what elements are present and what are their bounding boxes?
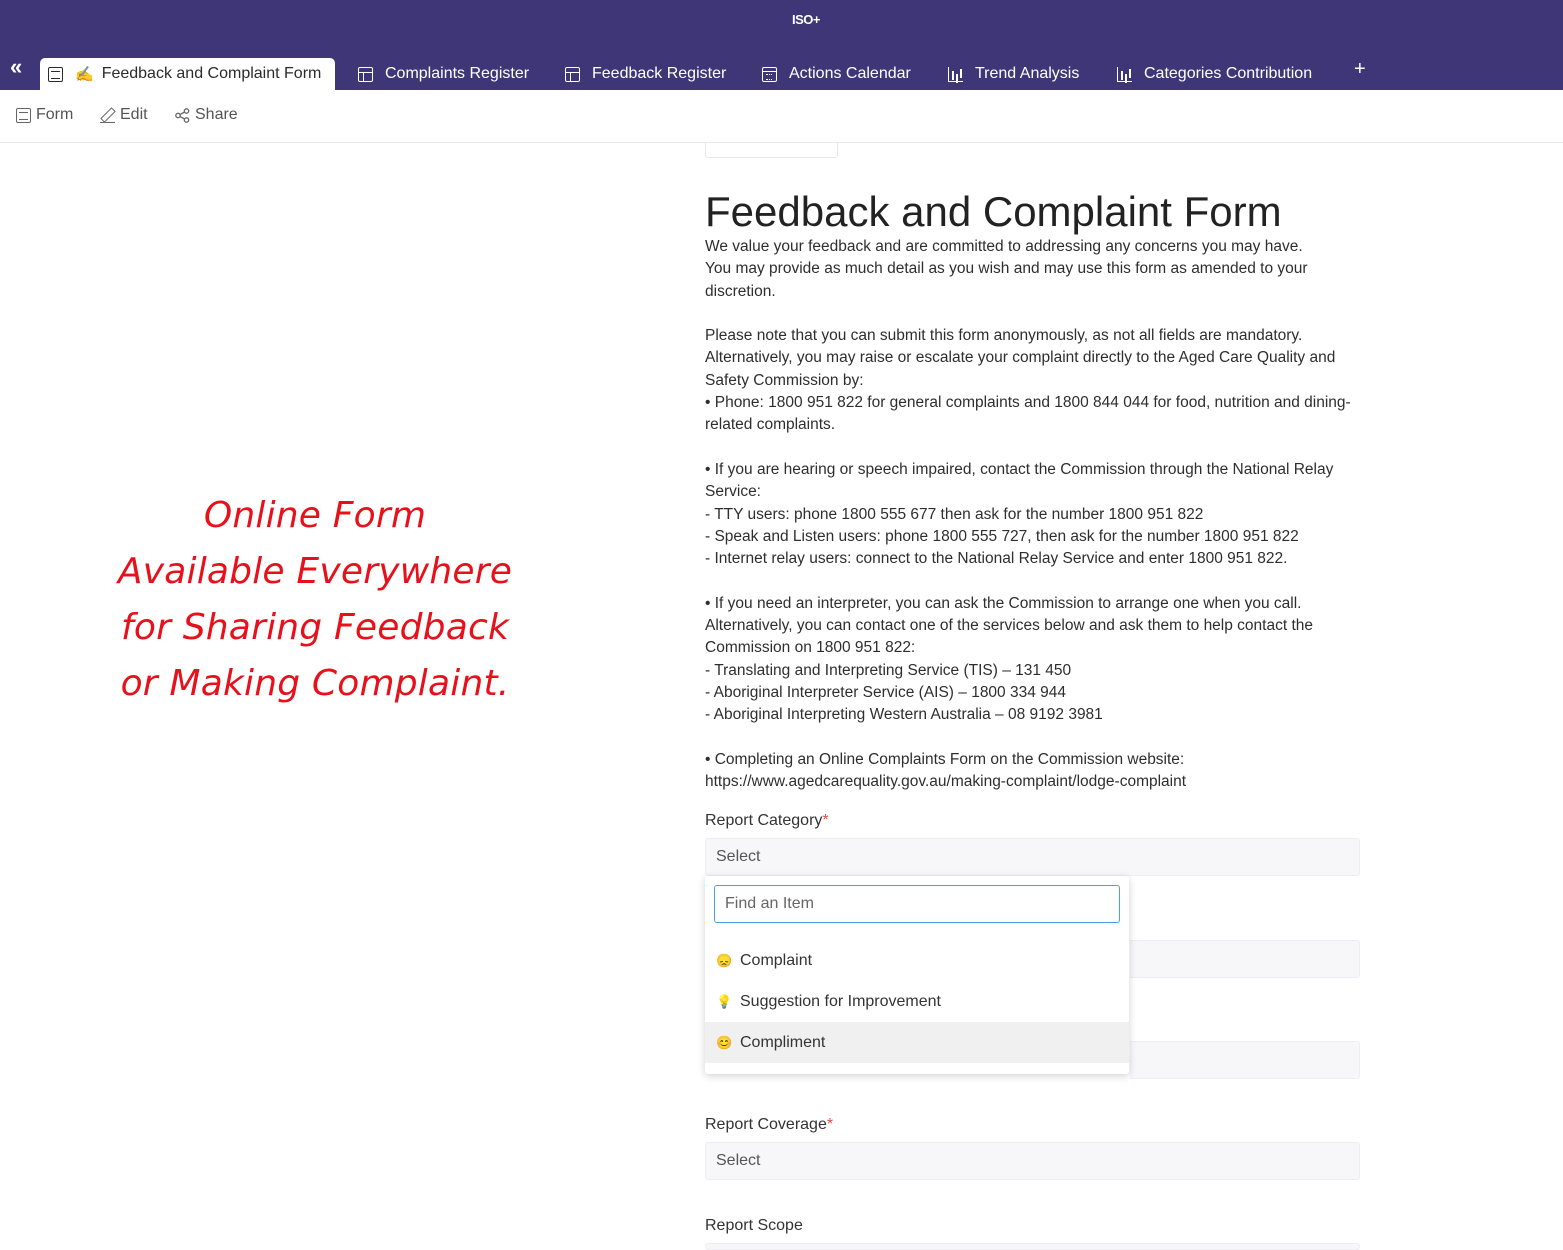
annotation-line: Available Everywhere [117, 551, 513, 592]
commission-link[interactable]: https://www.agedcarequality.gov.au/making-complaint/lodge-complaint [705, 773, 1187, 791]
app-logo[interactable]: ISO+ [792, 12, 820, 27]
report-coverage-label: Report Coverage* [705, 1116, 834, 1133]
description-line: - Internet relay users: connect to the National Relay Service and enter 1800 951 822. [705, 550, 1288, 568]
light-bulb-icon: 💡 [716, 993, 733, 1009]
tab-label: Actions Calendar [789, 65, 911, 82]
description-line: • If you are hearing or speech impaired, contact the Commission through the National Relay Service: [705, 460, 1334, 501]
sad-face-icon: 😞 [716, 952, 733, 968]
report-category-select[interactable]: Select [705, 838, 1360, 876]
report-coverage-select[interactable]: Select [705, 1142, 1360, 1180]
tab-trend-analysis[interactable] [948, 58, 1079, 90]
description-line: Alternatively, you can contact one of the services below and ask them to help contact the Commission on 1800 951 822: [705, 617, 1314, 657]
report-category-dropdown [705, 876, 1129, 1074]
annotation-line: for Sharing Feedback [121, 607, 509, 648]
tab-label: Categories Contribution [1144, 65, 1313, 82]
hidden-field-input[interactable] [1130, 940, 1360, 978]
writing-hand-icon: ✍️ [75, 66, 94, 83]
tab-feedback-register[interactable] [565, 58, 726, 90]
top-bar [0, 0, 1563, 48]
view-toolbar [0, 90, 1563, 143]
annotation-line: Online Form [203, 495, 427, 536]
bar-chart-icon [948, 67, 963, 82]
report-category-label: Report Category* [705, 812, 829, 829]
description-line: You may provide as much detail as you wish and may use this form as amended to your discretion. [705, 260, 1308, 300]
description-line: - Speak and Listen users: phone 1800 555 727, then ask for the number 1800 951 822 [705, 527, 1299, 545]
bar-chart-icon [1117, 67, 1132, 82]
report-scope-label: Report Scope [705, 1217, 803, 1234]
form-view-label: Form [36, 106, 74, 123]
option-complaint[interactable] [705, 940, 1129, 981]
option-label: Compliment [740, 1033, 826, 1051]
tab-label: Trend Analysis [975, 65, 1080, 82]
tab-feedback-complaint-form[interactable] [40, 58, 335, 90]
description-line: - Aboriginal Interpreting Western Australia – 08 9192 3981 [705, 706, 1103, 724]
option-suggestion[interactable] [705, 981, 1129, 1022]
edit-label: Edit [120, 106, 148, 123]
description-line: Please note that you can submit this form anonymously, as not all fields are mandatory. [705, 327, 1303, 345]
description-line: • Phone: 1800 951 822 for general complaints and 1800 844 044 for food, nutrition and dining-related complaints. [705, 394, 1351, 434]
description-line: • If you need an interpreter, you can ask the Commission to arrange one when you call. [705, 594, 1302, 612]
tab-label: Complaints Register [385, 65, 530, 82]
hidden-field-input[interactable] [1130, 1041, 1360, 1079]
smile-face-icon: 😊 [716, 1034, 733, 1050]
option-label: Complaint [740, 951, 813, 969]
annotation-line: or Making Complaint. [120, 663, 510, 704]
table-icon [565, 67, 580, 82]
description-line: - TTY users: phone 1800 555 677 then ask for the number 1800 951 822 [705, 505, 1204, 523]
form-view-button[interactable] [16, 106, 73, 124]
promo-annotation [90, 488, 540, 712]
tab-complaints-register[interactable] [358, 58, 529, 90]
tab-actions-calendar[interactable] [762, 58, 911, 90]
description-line: Alternatively, you may raise or escalate your complaint directly to the Aged Care Quality and Safety Commission by: [705, 349, 1336, 389]
tab-label: Feedback and Complaint Form [101, 65, 322, 82]
collapse-sidebar-icon[interactable]: « [10, 54, 23, 79]
share-label: Share [195, 106, 238, 123]
report-scope-input[interactable] [705, 1243, 1360, 1250]
dropdown-search-input[interactable]: Find an Item [714, 885, 1120, 923]
description-line: • Completing an Online Complaints Form on the Commission website: [705, 750, 1185, 768]
tab-bar [0, 48, 1563, 90]
description-line: We value your feedback and are committed to addressing any concerns you may have. [705, 238, 1303, 255]
option-compliment[interactable] [705, 1022, 1129, 1063]
calendar-icon [762, 67, 777, 82]
form-icon [48, 67, 63, 82]
description-line: - Aboriginal Interpreter Service (AIS) – 1800 334 944 [705, 683, 1067, 701]
table-icon [358, 67, 373, 82]
pencil-icon [100, 108, 115, 123]
add-tab-button[interactable]: + [1354, 58, 1366, 80]
edit-button[interactable] [100, 106, 148, 124]
share-icon [175, 108, 190, 123]
form-header-image [705, 143, 838, 158]
tab-label: Feedback Register [592, 65, 727, 82]
share-button[interactable] [175, 106, 238, 124]
option-label: Suggestion for Improvement [740, 992, 941, 1010]
form-description [705, 236, 1365, 793]
description-line: - Translating and Interpreting Service (TIS) – 131 450 [705, 661, 1072, 679]
form-icon [16, 108, 31, 123]
form-title: Feedback and Complaint Form [705, 188, 1282, 235]
tab-categories-contribution[interactable] [1117, 58, 1312, 90]
